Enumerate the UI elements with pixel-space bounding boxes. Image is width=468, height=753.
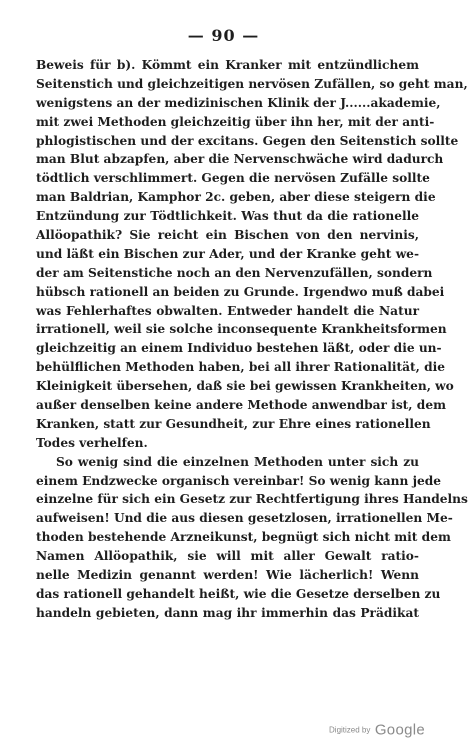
- text-line: hübsch rationell an beiden zu Grunde. Irgendwo muß dabei: [36, 284, 445, 299]
- text-line: das rationell gehandelt heißt, wie die Gesetze derselben zu: [36, 586, 441, 601]
- text-line: Beweis für b). Kömmt ein Kranker mit entzündlichem: [36, 58, 419, 72]
- text-line: man Baldrian, Kamphor 2c. geben, aber diese steigern die: [36, 190, 436, 205]
- brand-logo: Google: [374, 721, 425, 739]
- text-line: Entzündung zur Tödtlichkeit. Was thut da die rationelle: [36, 209, 419, 224]
- text-line: außer denselben keine andere Methode anwendbar ist, dem: [36, 398, 446, 413]
- text-line: handeln gebieten, dann mag ihr immerhin das Prädikat: [36, 605, 419, 620]
- text-line: phlogistischen und der excitans. Gegen den Seitenstich sollte: [36, 133, 459, 148]
- text-line: einem Endzwecke organisch vereinbar! So wenig kann jede: [36, 473, 442, 488]
- text-line: nelle Medizin genannt werden! Wie lächerlich! Wenn: [36, 568, 419, 583]
- text-line: wenigstens an der medizinischen Klinik der J......akademie,: [36, 95, 441, 110]
- text-line: tödtlich verschlimmert. Gegen die nervösen Zufälle sollte: [36, 171, 430, 186]
- text-line: Seitenstich und gleichzeitigen nervösen Zufällen, so geht man,: [36, 76, 468, 91]
- text-line: der am Seitenstiche noch an den Nervenzufällen, sondern: [36, 265, 433, 280]
- paragraph: [36, 56, 468, 453]
- text-line: Todes verhelfen.: [36, 435, 148, 450]
- digitization-watermark: [329, 721, 425, 739]
- text-line: und läßt ein Bischen zur Ader, und der Kranke geht we-: [36, 246, 419, 261]
- text-line: aufweisen! Und die aus diesen gesetzlosen, irrationellen Me-: [36, 511, 453, 526]
- text-line: Namen Allöopathik, sie will mit aller Gewalt ratio-: [36, 549, 419, 564]
- text-line: thoden bestehende Arzneikunst, begnügt sich nicht mit dem: [36, 530, 451, 545]
- text-line: irrationell, weil sie solche inconsequente Krankheitsformen: [36, 322, 447, 337]
- text-line: Kranken, statt zur Gesundheit, zur Ehre eines rationellen: [36, 416, 431, 431]
- text-line: gleichzeitig an einem Individuo bestehen läßt, oder die un-: [36, 341, 442, 356]
- text-line: behülflichen Methoden haben, bei all ihrer Rationalität, die: [36, 360, 446, 375]
- text-line: einzelne für sich ein Gesetz zur Rechtfertigung ihres Handelns: [36, 492, 468, 507]
- digitized-by-label: Digitized by: [329, 725, 371, 735]
- text-line: was Fehlerhaftes obwalten. Entweder handelt die Natur: [36, 303, 419, 318]
- text-line: Kleinigkeit übersehen, daß sie bei gewissen Krankheiten, wo: [36, 379, 454, 394]
- text-line: So wenig sind die einzelnen Methoden unter sich zu: [56, 454, 419, 469]
- text-line: mit zwei Methoden gleichzeitig über ihn her, mit der anti-: [36, 114, 435, 129]
- text-line: man Blut abzapfen, aber die Nervenschwäche wird dadurch: [36, 152, 444, 167]
- page-number: — 90 —: [187, 26, 260, 45]
- text-line: Allöopathik? Sie reicht ein Bischen von den nervinis,: [36, 228, 419, 243]
- paragraph: [36, 453, 468, 623]
- body-text: [36, 56, 468, 623]
